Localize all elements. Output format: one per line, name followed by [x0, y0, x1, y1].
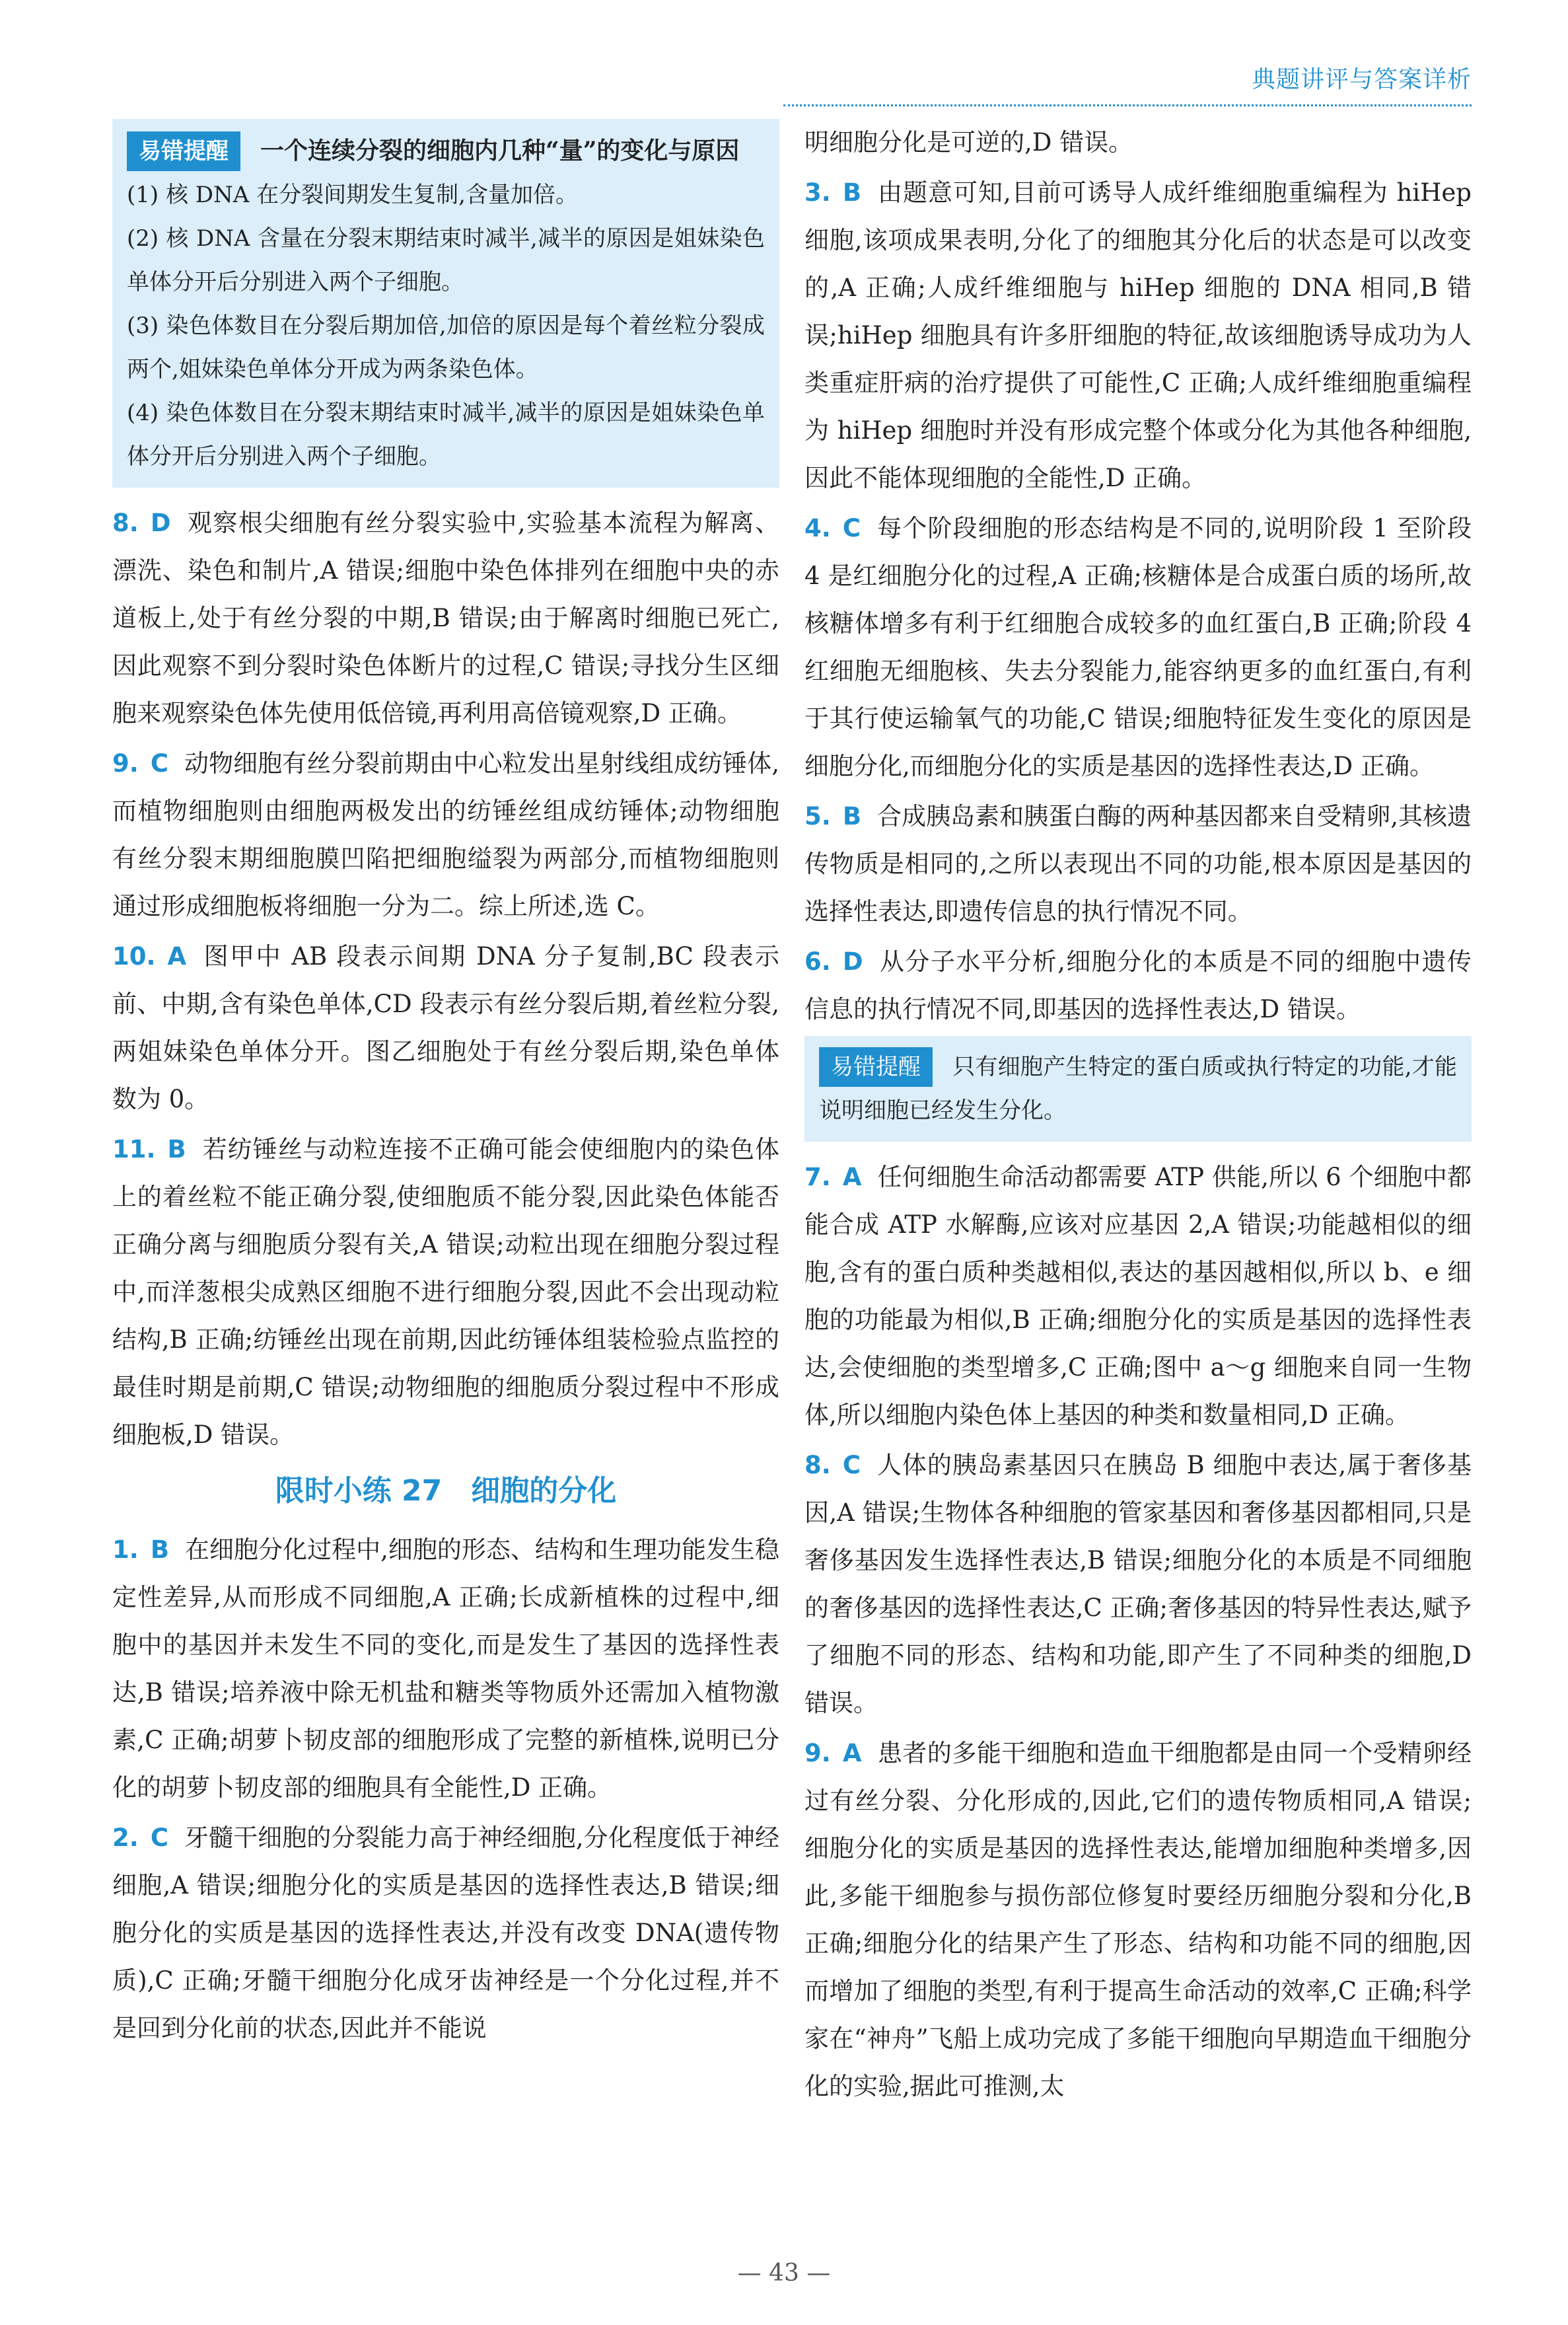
answer-item: [112, 1526, 779, 1812]
item-answer: D: [150, 509, 171, 537]
item-answer: C: [150, 749, 168, 778]
tip-label: 易错提醒: [127, 131, 240, 171]
item-number: 4.: [804, 514, 831, 542]
item-answer: B: [842, 802, 862, 830]
item-answer: B: [842, 178, 862, 207]
tip-box-1: [112, 119, 779, 488]
item-number: 2.: [112, 1824, 139, 1852]
item-number: 7.: [804, 1163, 831, 1191]
item-answer: D: [842, 947, 863, 976]
item-number: 9.: [112, 749, 139, 778]
tip-box-2: [804, 1036, 1472, 1142]
item-answer: B: [150, 1535, 170, 1564]
tip-body: [819, 1045, 1457, 1132]
answer-item: [112, 499, 779, 737]
item-explanation: 每个阶段细胞的形态结构是不同的,说明阶段 1 至阶段 4 是红细胞分化的过程,A 正确;核糖体是合成蛋白质的场所,故核糖体增多有利于红细胞合成较多的血红蛋白,B 正确;阶段 4 红细胞无细胞核、失去分裂能力,能容纳更多的血红蛋白,有利于其行使运输氧气的功能,C 错误;细胞特征发生变化的原因是细胞分化,而细胞分化的实质是基因的选择性表达,D 正确。: [804, 514, 1472, 780]
header-rule: [783, 104, 1472, 106]
tip-heading: [127, 128, 765, 173]
item-answer: C: [842, 514, 861, 542]
item-explanation: 由题意可知,目前可诱导人成纤维细胞重编程为 hiHep 细胞,该项成果表明,分化了的细胞其分化后的状态是可以改变的,A 正确;人成纤维细胞与 hiHep 细胞的 DNA 相同,B 错误;hiHep 细胞具有许多肝细胞的特征,故该细胞诱导成功为人类重症肝病的治疗提供了可能性,C 正确;人成纤维细胞重编程为 hiHep 细胞时并没有形成完整个体或分化为其他各种细胞,因此不能体现细胞的全能性,D 正确。: [804, 178, 1472, 492]
item-explanation: 明细胞分化是可逆的,D 错误。: [804, 128, 1133, 157]
right-column: [804, 119, 1472, 2113]
answer-item: [804, 1442, 1472, 1727]
tip-title: 一个连续分裂的细胞内几种“量”的变化与原因: [260, 137, 740, 165]
item-explanation: 患者的多能干细胞和造血干细胞都是由同一个受精卵经过有丝分裂、分化形成的,因此,它们的遗传物质相同,A 错误;细胞分化的实质是基因的选择性表达,能增加细胞种类增多,因此,多能干细胞参与损伤部位修复时要经历细胞分裂和分化,B 正确;细胞分化的结果产生了形态、结构和功能不同的细胞,因而增加了细胞的类型,有利于提高生命活动的效率,C 正确;科学家在“神舟”飞船上成功完成了多能干细胞向早期造血干细胞分化的实验,据此可推测,太: [804, 1739, 1472, 2100]
item-number: 9.: [804, 1739, 831, 1767]
item-explanation: 动物细胞有丝分裂前期由中心粒发出星射线组成纺锤体,而植物细胞则由细胞两极发出的纺锤丝组成纺锤体;动物细胞有丝分裂末期细胞膜凹陷把细胞缢裂为两部分,而植物细胞则通过形成细胞板将细胞一分为二。综上所述,选 C。: [112, 749, 779, 920]
tip-text: 只有细胞产生特定的蛋白质或执行特定的功能,才能说明细胞已经发生分化。: [819, 1054, 1457, 1124]
answer-item: [112, 933, 779, 1123]
item-answer: C: [150, 1824, 168, 1852]
item-explanation: 合成胰岛素和胰蛋白酶的两种基因都来自受精卵,其核遗传物质是相同的,之所以表现出不同的功能,根本原因是基因的选择性表达,即遗传信息的执行情况不同。: [804, 802, 1472, 926]
answer-item: [112, 740, 779, 930]
answer-item: [804, 938, 1472, 1033]
tip-line: (3) 染色体数目在分裂后期加倍,加倍的原因是每个着丝粒分裂成两个,姐妹染色单体分开成为两条染色体。: [127, 313, 765, 383]
item-answer: A: [842, 1163, 862, 1191]
answer-item: [804, 505, 1472, 790]
item-explanation: 牙髓干细胞的分裂能力高于神经细胞,分化程度低于神经细胞,A 错误;细胞分化的实质是基因的选择性表达,B 错误;细胞分化的实质是基因的选择性表达,并没有改变 DNA(遗传物质),C 正确;牙髓干细胞分化成牙齿神经是一个分化过程,并不是回到分化前的状态,因此并不能说: [112, 1824, 779, 2042]
item-explanation: 观察根尖细胞有丝分裂实验中,实验基本流程为解离、漂洗、染色和制片,A 错误;细胞中染色体排列在细胞中央的赤道板上,处于有丝分裂的中期,B 错误;由于解离时细胞已死亡,因此观察不到分裂时染色体断片的过程,C 错误;寻找分生区细胞来观察染色体先使用低倍镜,再利用高倍镜观察,D 正确。: [112, 509, 779, 727]
item-explanation: 在细胞分化过程中,细胞的形态、结构和生理功能发生稳定性差异,从而形成不同细胞,A 正确;长成新植株的过程中,细胞中的基因并未发生不同的变化,而是发生了基因的选择性表达,B 错误;培养液中除无机盐和糖类等物质外还需加入植物激素,C 正确;胡萝卜韧皮部的细胞形成了完整的新植株,说明已分化的胡萝卜韧皮部的细胞具有全能性,D 正确。: [112, 1535, 779, 1802]
item-explanation: 若纺锤丝与动粒连接不正确可能会使细胞内的染色体上的着丝粒不能正确分裂,使细胞质不能分裂,因此染色体能否正确分离与细胞质分裂有关,A 错误;动粒出现在细胞分裂过程中,而洋葱根尖成熟区细胞不进行细胞分裂,因此不会出现动粒结构,B 正确;纺锤丝出现在前期,因此纺锤体组装检验点监控的最佳时期是前期,C 错误;动物细胞的细胞质分裂过程中不形成细胞板,D 错误。: [112, 1135, 779, 1449]
item-explanation: 图甲中 AB 段表示间期 DNA 分子复制,BC 段表示前、中期,含有染色单体,CD 段表示有丝分裂后期,着丝粒分裂,两姐妹染色单体分开。图乙细胞处于有丝分裂后期,染色单体数为 0。: [112, 942, 779, 1113]
item-explanation: 任何细胞生命活动都需要 ATP 供能,所以 6 个细胞中都能合成 ATP 水解酶,应该对应基因 2,A 错误;功能越相似的细胞,含有的蛋白质种类越相似,表达的基因越相似,所以 b、e 细胞的功能最为相似,B 正确;细胞分化的实质是基因的选择性表达,会使细胞的类型增多,C 正确;图中 a～g 细胞来自同一生物体,所以细胞内染色体上基因的种类和数量相同,D 正确。: [804, 1163, 1472, 1429]
item-answer: A: [842, 1739, 862, 1767]
item-answer: A: [167, 942, 187, 971]
tip-line: (2) 核 DNA 含量在分裂末期结束时减半,减半的原因是姐妹染色单体分开后分别进入两个子细胞。: [127, 225, 765, 295]
item-number: 10.: [112, 942, 156, 971]
item-number: 5.: [804, 802, 831, 830]
left-column: [112, 119, 779, 2055]
item-number: 8.: [804, 1451, 831, 1479]
tip-line: (4) 染色体数目在分裂末期结束时减半,减半的原因是姐妹染色单体分开后分别进入两个子细胞。: [127, 400, 765, 470]
answer-item: [112, 1814, 779, 2052]
running-header: 典题讲评与答案详析: [1251, 66, 1472, 93]
answer-item: [804, 169, 1472, 502]
item-number: 11.: [112, 1135, 156, 1163]
item-explanation: 人体的胰岛素基因只在胰岛 B 细胞中表达,属于奢侈基因,A 错误;生物体各种细胞的管家基因和奢侈基因都相同,只是奢侈基因发生选择性表达,B 错误;细胞分化的本质是不同细胞的奢侈基因的选择性表达,C 正确;奢侈基因的特异性表达,赋予了细胞不同的形态、结构和功能,即产生了不同种类的细胞,D 错误。: [804, 1451, 1472, 1717]
item-answer: C: [842, 1451, 861, 1479]
item-number: 3.: [804, 178, 831, 207]
item-answer: B: [167, 1135, 186, 1163]
item-number: 8.: [112, 509, 139, 537]
tip-line: (1) 核 DNA 在分裂间期发生复制,含量加倍。: [127, 182, 578, 208]
tip-label: 易错提醒: [819, 1047, 933, 1087]
answer-item: [804, 793, 1472, 936]
item-number: 6.: [804, 947, 831, 976]
item-number: 1.: [112, 1535, 139, 1564]
answer-item: [804, 1154, 1472, 1439]
answer-continuation: [804, 119, 1472, 166]
item-explanation: 从分子水平分析,细胞分化的本质是不同的细胞中遗传信息的执行情况不同,即基因的选择性表达,D 错误。: [804, 947, 1472, 1023]
answer-item: [804, 1730, 1472, 2110]
section-title: 限时小练 27 细胞的分化: [275, 1474, 617, 1508]
page-number: — 43 —: [737, 2260, 831, 2287]
answer-item: [112, 1126, 779, 1459]
